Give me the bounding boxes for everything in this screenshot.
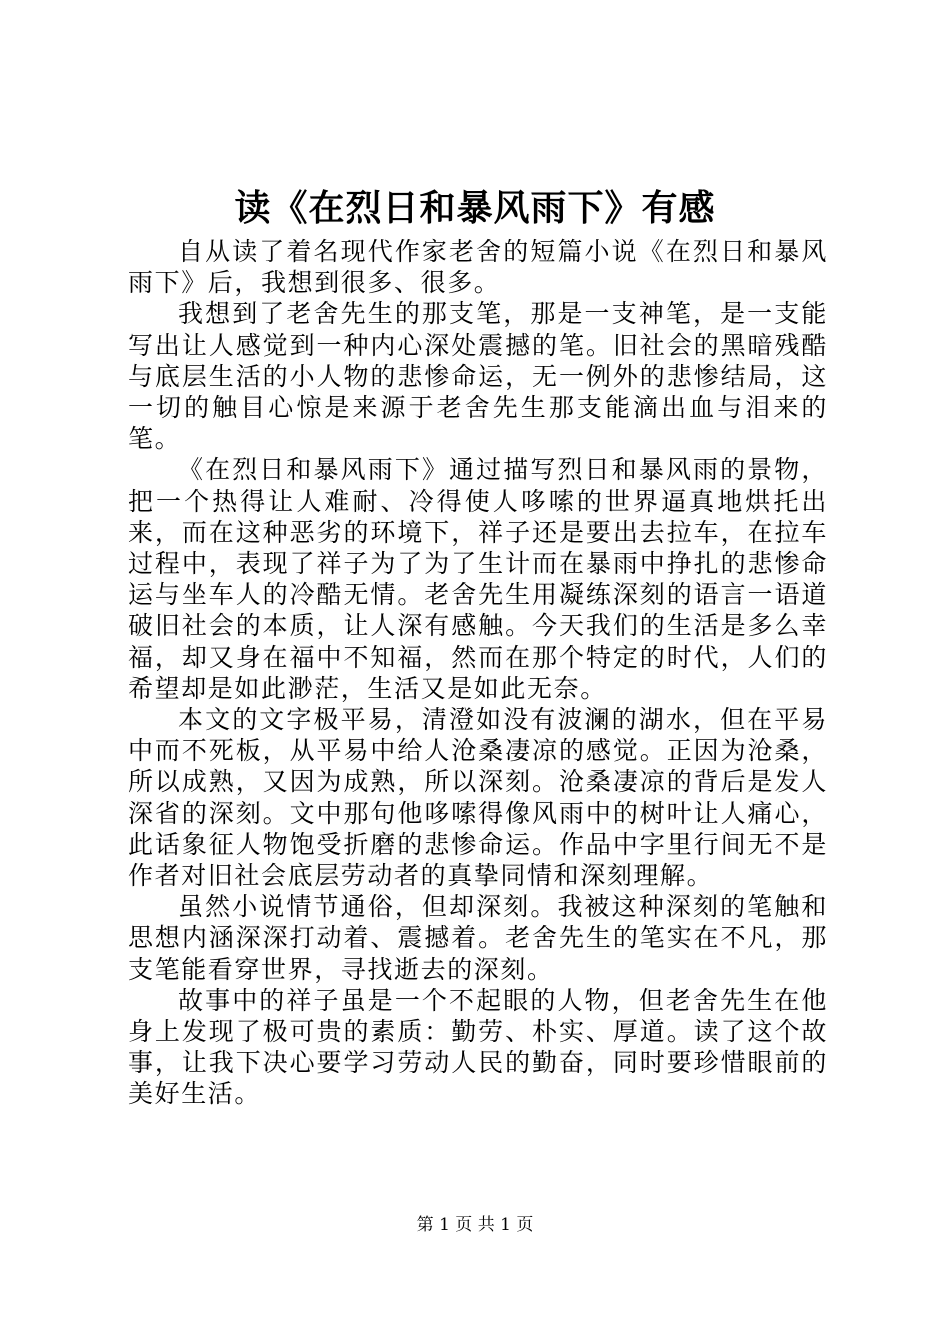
document-title: 读《在烈日和暴风雨下》有感 <box>234 187 716 229</box>
paragraph-4: 本文的文字极平易，清澄如没有波澜的湖水，但在平易中而不死板，从平易中给人沧桑凄凉的感觉。正因为沧桑，所以成熟，又因为成熟，所以深刻。沧桑凄凉的背后是发人深省的深刻。文中那句他哆嗦得像风雨中的树叶让人痛心，此话象征人物饱受折磨的悲惨命运。作品中字里行间无不是作者对旧社会底层劳动者的真挚同情和深刻理解。 <box>128 705 828 891</box>
paragraph-5: 虽然小说情节通俗，但却深刻。我被这种深刻的笔触和思想内涵深深打动着、震撼着。老舍先生的笔实在不凡，那支笔能看穿世界，寻找逝去的深刻。 <box>128 892 828 984</box>
page-number-footer: 第 1 页 共 1 页 <box>416 1215 534 1235</box>
paragraph-1: 自从读了着名现代作家老舍的短篇小说《在烈日和暴风雨下》后，我想到很多、很多。 <box>128 237 828 298</box>
paragraph-6: 故事中的祥子虽是一个不起眼的人物，但老舍先生在他身上发现了极可贵的素质：勤劳、朴实、厚道。读了这个故事，让我下决心要学习劳动人民的勤奋，同时要珍惜眼前的美好生活。 <box>128 985 828 1109</box>
document-body <box>128 236 828 1110</box>
paragraph-3: 《在烈日和暴风雨下》通过描写烈日和暴风雨的景物，把一个热得让人难耐、冷得使人哆嗦的世界逼真地烘托出来，而在这种恶劣的环境下，祥子还是要出去拉车，在拉车过程中，表现了祥子为了为了生计而在暴雨中挣扎的悲惨命运与坐车人的冷酷无情。老舍先生用凝练深刻的语言一语道破旧社会的本质，让人深有感触。今天我们的生活是多么幸福，却又身在福中不知福，然而在那个特定的时代，人们的希望却是如此渺茫，生活又是如此无奈。 <box>128 455 828 703</box>
paragraph-2: 我想到了老舍先生的那支笔，那是一支神笔，是一支能写出让人感觉到一种内心深处震撼的笔。旧社会的黑暗残酷与底层生活的小人物的悲惨命运，无一例外的悲惨结局，这一切的触目心惊是来源于老舍先生那支能滴出血与泪来的笔。 <box>128 299 828 454</box>
